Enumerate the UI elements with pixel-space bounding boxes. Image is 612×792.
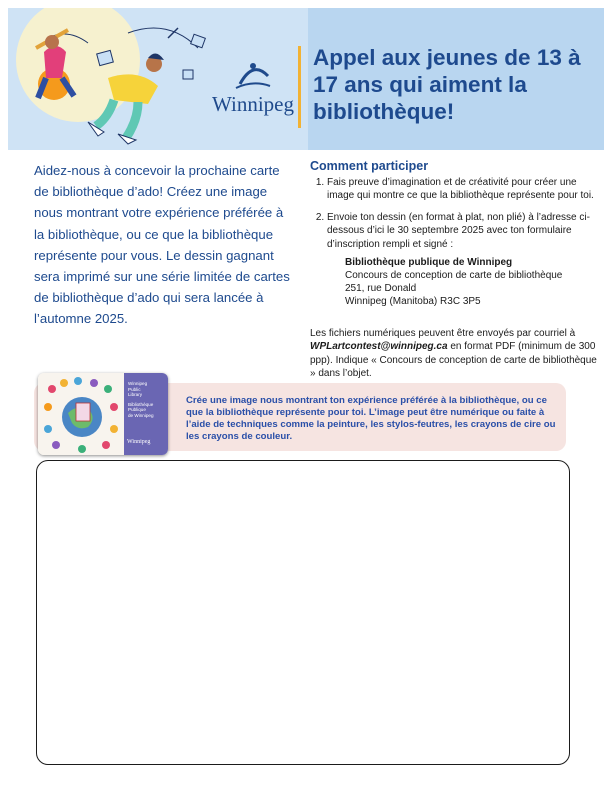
library-card-panel (124, 373, 168, 455)
library-card-image (38, 373, 168, 455)
drawing-area[interactable] (36, 460, 570, 765)
card-line: Public (128, 386, 141, 392)
steps-list (310, 176, 602, 308)
address-org: Bibliothèque publique de Winnipeg (345, 256, 513, 268)
teens-reading-illustration (8, 8, 218, 150)
header-banner (8, 8, 604, 150)
how-to-heading: Comment participer (310, 159, 429, 173)
title-accent-bar (298, 46, 301, 128)
email-submission-note (310, 327, 602, 381)
email-note-after: en format PDF (minimum de 300 ppp). Indique « Concours de conception de carte de bibliothèque » dans l’objet. (310, 341, 597, 380)
card-line: Publique (128, 407, 146, 413)
mailing-address (345, 256, 602, 308)
card-line: Bibliothèque (128, 401, 154, 407)
address-line: Winnipeg (Manitoba) R3C 3P5 (345, 295, 481, 307)
step-item: 1. Fais preuve d’imagination et de créativité pour créer une image qui montre ce que la bibliothèque représente pour toi. (327, 176, 602, 203)
card-logo-text: Winnipeg (127, 439, 151, 445)
card-line: Library (128, 392, 143, 398)
card-line: de Winnipeg (128, 412, 154, 418)
address-line: 251, rue Donald (345, 282, 417, 294)
step-text: Envoie ton dessin (en format à plat, non plié) à l’adresse ci-dessous d’ici le 30 septembre 2025 avec ton formulaire d’inscription rempli et signé : (327, 211, 590, 250)
contest-email-link[interactable]: WPLartcontest@winnipeg.ca (310, 341, 448, 353)
page-title: Appel aux jeunes de 13 à 17 ans qui aiment la bibliothèque! (313, 45, 581, 124)
email-note-before: Les fichiers numériques peuvent être envoyés par courriel à (310, 328, 576, 339)
winnipeg-logo-text: Winnipeg (212, 92, 294, 116)
step-item (327, 211, 602, 308)
address-line: Concours de conception de carte de bibliothèque (345, 269, 563, 281)
promo-text: Crée une image nous montrant ton expérience préférée à la bibliothèque, ou ce que la bibliothèque représente pour toi. L’image peut être numérique ou faite à l’aide de techniques comme la peinture, les stylos-feutres, les crayons de cire ou les crayons de couleur. (186, 395, 556, 442)
card-line: Winnipeg (128, 381, 148, 386)
how-to-participate (310, 160, 602, 316)
winnipeg-logo-mark (208, 56, 298, 92)
intro-text: Aidez-nous à concevoir la prochaine carte de bibliothèque d’ado! Créez une image nous montrant votre expérience préférée à la bibliothèque, ou ce que la bibliothèque représente pour vous. Le dessin gagnant sera imprimé sur une série limitée de cartes de bibliothèque d’ado qui sera lancée à l’automne 2025. (34, 163, 290, 327)
winnipeg-logo (208, 56, 298, 126)
library-card-artwork (38, 373, 124, 455)
